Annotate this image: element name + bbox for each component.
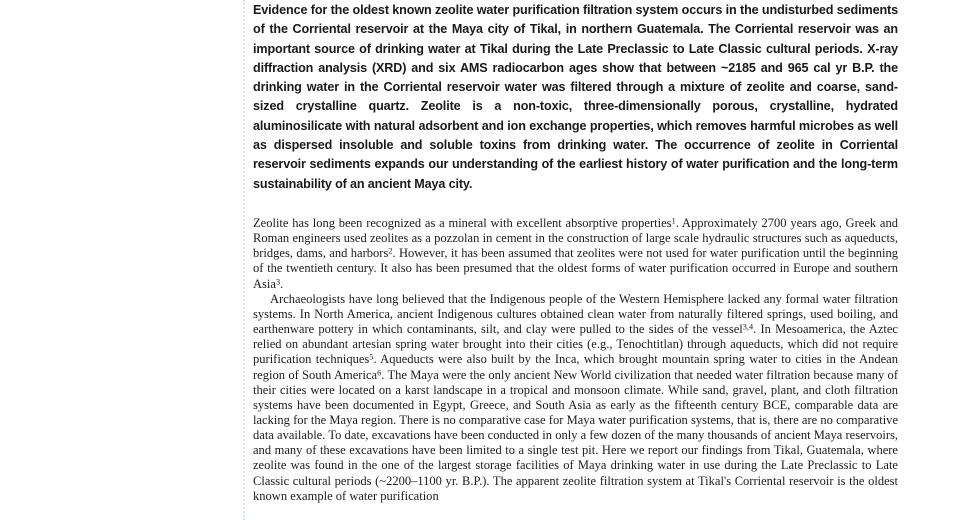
paragraph-1-text-part-2: . Approximately 2700 years ago, Greek and Roman engineers used zeolites as a pozzolan in cement in the construction of large scale hydraulic structures such as aqueducts, bridges, dams, and harbors	[253, 215, 898, 261]
paragraph-1-text-part-3: . However, it has been assumed that zeolites were not used for water purification until the beginning of the twentieth century. It also has been presumed that the oldest forms of water purification occurred in Europe and southern Asia	[253, 246, 899, 291]
paragraph-2-text-part-1: Archaeologists have long believed that the Indigenous people of the Western Hemisphere lacked any formal water filtration systems. In North America, ancient Indigenous cultures obtained clean water from naturally filtered springs, used boiling, and earthenware pottery in which contaminants, silt, and clay were pulled to the sides of the vessel	[253, 291, 898, 337]
paragraph-2-text-part-4: . The Maya were the only ancient New World civilization that needed water filtration because many of their cities were located on a karst landscape in a tropical and monsoon climate. While sand, gravel, plant, and cloth filtration systems have been documented in Egypt, Greece, and South Asia as early as the fifteenth century BCE, comparable data are lacking for the Maya region. There is no comparative case for Maya water purification systems, that is, there are no comparative data available. To date, excavations have been conducted in only a few dozen of the many thousands of ancient Maya reservoirs, and many of these excavations have been limited to a single test pit. Here we report our findings from Tikal, Guatemala, where zeolite was found in the one of the largest storage facilities of Maya drinking water in use during the Late Preclassic to Late Classic cultural periods (~2200–1100 yr. B.P.). The apparent zeolite filtration system at Tikal's Corriental reservoir is the oldest known example of water purification	[253, 367, 898, 503]
abstract-paragraph: Evidence for the oldest known zeolite water purification filtration system occurs in the undisturbed sediments of the Corriental reservoir at the Maya city of Tikal, in northern Guatemala. The Corriental reservoir was an important source of drinking water at Tikal during the Late Preclassic to Late Classic cultural periods. X-ray diffraction analysis (XRD) and six AMS radiocarbon ages show that between ~2185 and 965 cal yr B.P. the drinking water in the Corriental reservoir water was filtered through a mixture of zeolite and coarse, sand-sized crystalline quartz. Zeolite is a non-toxic, three-dimensionally porous, crystalline, hydrated aluminosilicate with natural adsorbent and ion exchange properties, which removes harmful microbes as well as dispersed insoluble and soluble toxins from drinking water. The occurrence of zeolite in Corriental reservoir sediments expands our understanding of the earliest history of water purification and the long-term sustainability of an ancient Maya city.	[253, 3, 898, 191]
article-body	[253, 216, 898, 504]
article-text-column	[253, 0, 898, 520]
paragraph-2-text-part-3: . Aqueducts were also built by the Inca, which brought mountain spring water to cities in the Andean region of South America	[253, 352, 898, 382]
citation-reference-2[interactable]: 2	[388, 246, 393, 256]
paragraph-1-text-part-1: Zeolite has long been recognized as a mineral with excellent absorptive properties	[253, 215, 672, 230]
citation-reference-6[interactable]: 6	[377, 367, 382, 377]
citation-reference-1[interactable]: 1	[671, 216, 676, 226]
body-paragraph-1	[253, 216, 898, 292]
body-paragraph-2	[253, 292, 898, 504]
citation-reference-3-4[interactable]: 3,4	[742, 322, 754, 332]
citation-reference-3[interactable]: 3	[275, 276, 281, 286]
paragraph-1-text-part-4: .	[280, 276, 284, 291]
left-margin-dotted-rule	[243, 0, 245, 520]
paragraph-2-text-part-2: . In Mesoamerica, the Aztec relied on abundant artesian spring water brought into their cities (e.g., Tenochtitlan) through aqueducts, which did not require purification techniques	[253, 322, 898, 367]
citation-reference-5[interactable]: 5	[369, 352, 374, 362]
